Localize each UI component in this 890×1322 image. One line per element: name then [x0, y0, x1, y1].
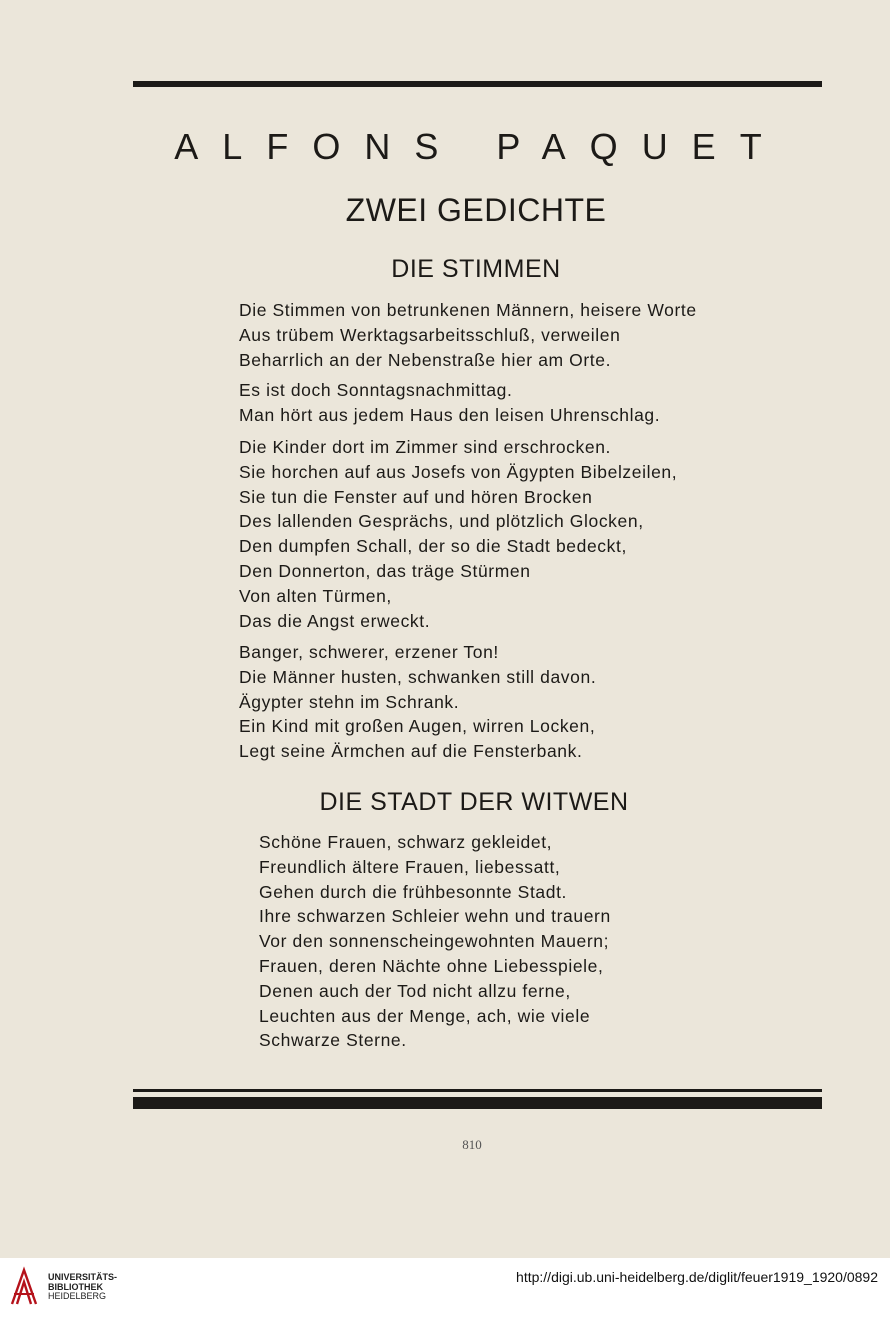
page-number: 810 [462, 1137, 482, 1152]
verse-line: Frauen, deren Nächte ohne Liebesspiele, [259, 955, 604, 976]
verse-line: Die Männer husten, schwanken still davon. [239, 666, 597, 687]
verse-line: Leuchten aus der Menge, ach, wie viele [259, 1005, 591, 1026]
top-rule [133, 81, 822, 87]
poem-title-die-stadt-der-witwen: DIE STADT DER WITWEN [319, 788, 629, 816]
verse-line: Denen auch der Tod nicht allzu ferne, [259, 980, 571, 1001]
verse-line: Das die Angst erweckt. [239, 610, 431, 631]
digitization-footer [0, 1258, 890, 1322]
verse-line: Aus trübem Werktagsarbeitsschluß, verweilen [239, 324, 621, 345]
bottom-rule-thick [133, 1097, 822, 1109]
library-name [48, 1273, 117, 1302]
library-line-3: HEIDELBERG [48, 1291, 107, 1301]
stanza-5 [259, 830, 611, 1053]
verse-line: Ägypter stehn im Schrank. [239, 691, 460, 712]
verse-line: Schwarze Sterne. [259, 1030, 407, 1051]
poem-title-die-stimmen: DIE STIMMEN [391, 255, 561, 283]
collection-title: ZWEI GEDICHTE [345, 192, 607, 228]
verse-line: Sie tun die Fenster auf und hören Brocken [239, 486, 593, 507]
verse-line: Sie horchen auf aus Josefs von Ägypten Bibelzeilen, [239, 461, 678, 482]
verse-line: Ihre schwarzen Schleier wehn und trauern [259, 906, 611, 927]
author-name: ALFONS PAQUET [174, 126, 786, 167]
verse-line: Ein Kind mit großen Augen, wirren Locken, [239, 716, 596, 737]
stanza-3 [239, 435, 677, 633]
verse-line: Legt seine Ärmchen auf die Fensterbank. [239, 741, 583, 762]
verse-line: Vor den sonnenscheingewohnten Mauern; [259, 931, 610, 952]
stanza-4 [239, 640, 596, 764]
library-line-2: BIBLIOTHEK [48, 1281, 103, 1292]
verse-line: Die Stimmen von betrunkenen Männern, heisere Worte [239, 300, 697, 320]
verse-line: Banger, schwerer, erzener Ton! [239, 642, 499, 662]
verse-line: Den Donnerton, das träge Stürmen [239, 560, 531, 581]
verse-line: Man hört aus jedem Haus den leisen Uhrenschlag. [239, 404, 661, 425]
verse-line: Des lallenden Gesprächs, und plötzlich Glocken, [239, 511, 644, 532]
verse-line: Beharrlich an der Nebenstraße hier am Orte. [239, 349, 612, 370]
verse-line: Schöne Frauen, schwarz gekleidet, [259, 832, 553, 852]
verse-line: Den dumpfen Schall, der so die Stadt bedeckt, [239, 536, 627, 557]
verse-line: Die Kinder dort im Zimmer sind erschrocken. [239, 437, 612, 457]
verse-line: Es ist doch Sonntagsnachmittag. [239, 380, 513, 400]
verse-line: Gehen durch die frühbesonnte Stadt. [259, 881, 568, 902]
verse-line: Von alten Türmen, [239, 585, 392, 606]
stanza-2 [239, 378, 660, 428]
bottom-rule-thin [133, 1089, 822, 1092]
heidelberg-library-logo-icon[interactable] [10, 1266, 38, 1306]
stanza-1 [239, 298, 697, 372]
library-line-1: UNIVERSITÄTS- [48, 1272, 118, 1282]
source-url-link[interactable]: http://digi.ub.uni-heidelberg.de/diglit/feuer1919_1920/0892 [516, 1269, 878, 1285]
verse-line: Freundlich ältere Frauen, liebessatt, [259, 856, 561, 877]
